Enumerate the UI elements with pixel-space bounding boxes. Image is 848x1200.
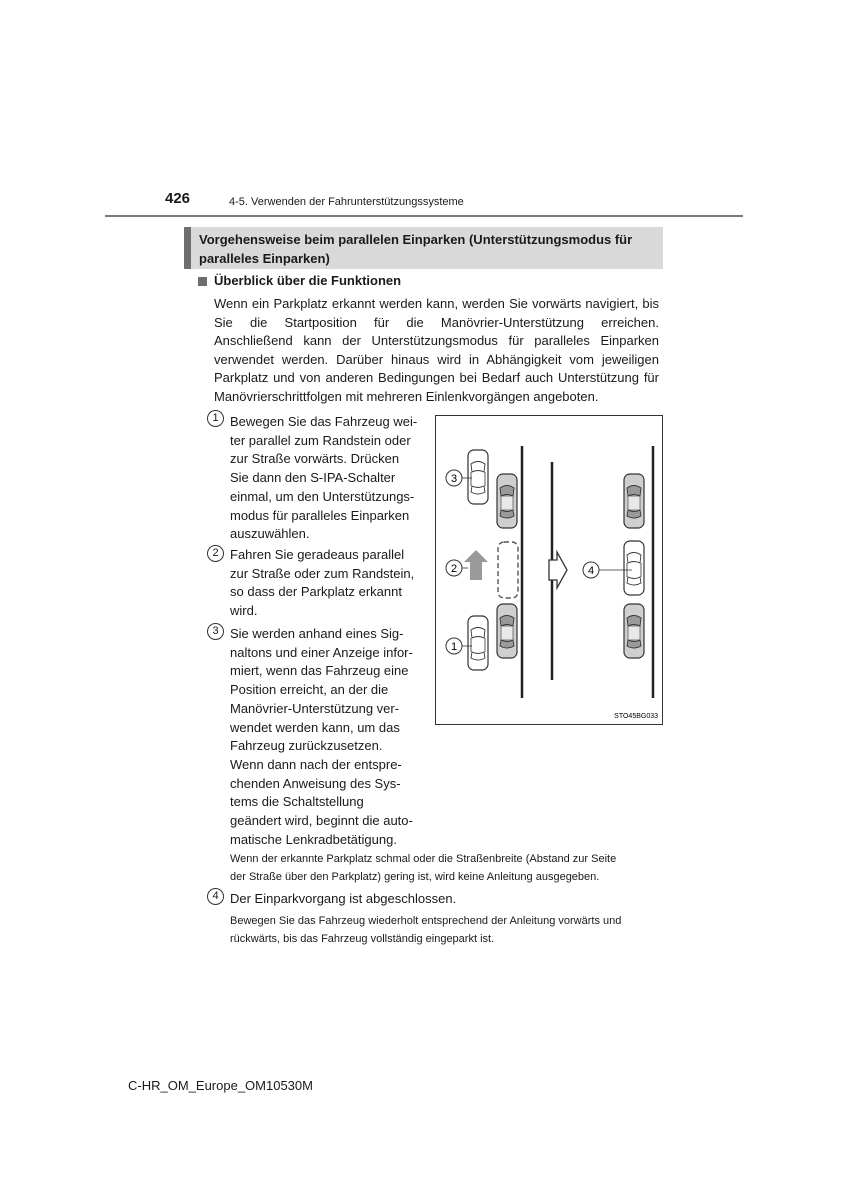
text-line: modus für paralleles Einparken (230, 507, 410, 523)
step-2-text (230, 546, 424, 621)
footer-doc-id: C-HR_OM_Europe_OM10530M (128, 1078, 313, 1093)
parked-car-completed (624, 541, 644, 595)
text-line: so dass der Parkplatz erkannt (230, 584, 402, 600)
step-1-number: 1 (207, 410, 224, 427)
step-4-text: Der Einparkvorgang ist abgeschlossen. (230, 891, 457, 906)
parking-illustration (435, 415, 663, 725)
svg-text:1: 1 (450, 641, 458, 653)
step-4-number: 4 (207, 888, 224, 905)
text-line: wendet werden kann, um das (230, 719, 400, 735)
chapter-title: 4-5. Verwenden der Fahrunterstützungssysteme (229, 196, 464, 208)
text-line: Fahrzeug zurückzusetzen. (230, 738, 383, 754)
section-heading-line-1: Vorgehensweise beim parallelen Einparken (Unterstützungsmodus für (199, 232, 633, 247)
text-line: Manövrier-Unterstützung ver- (230, 700, 400, 716)
parked-car (497, 474, 517, 528)
parked-car (497, 604, 517, 658)
text-line: tems die Schaltstellung (230, 794, 364, 810)
note-line: Wenn der erkannte Parkplatz schmal oder die Straßenbreite (Abstand zur Seite (230, 853, 617, 865)
text-line: Position erreicht, an der die (230, 682, 389, 698)
section-heading-line-2: paralleles Einparken) (199, 251, 330, 266)
text-line: miert, wenn das Fahrzeug eine (230, 663, 409, 679)
text-line: zur Straße oder zum Randstein, (230, 565, 415, 581)
callout-2 (446, 560, 468, 576)
text-line: matische Lenkradbetätigung. (230, 831, 397, 847)
parked-car (624, 474, 644, 528)
text-line: wird. (230, 603, 258, 619)
square-bullet-icon (198, 277, 207, 286)
text-line: einmal, um den Unterstützungs- (230, 488, 415, 504)
svg-text:4: 4 (587, 565, 595, 577)
section-heading (184, 227, 663, 269)
figure-code: STO45BG033 (614, 713, 658, 720)
text-line: Sie dann den S-IPA-Schalter (230, 470, 396, 486)
svg-text:3: 3 (450, 473, 458, 485)
overview-heading: Überblick über die Funktionen (214, 273, 402, 288)
text-line: geändert wird, beginnt die auto- (230, 813, 413, 829)
step-1-text (230, 413, 424, 544)
page-number: 426 (165, 190, 191, 207)
forward-arrow-icon (464, 550, 488, 580)
overview-paragraph: Wenn ein Parkplatz erkannt werden kann, werden Sie vorwärts navigiert, bis Sie die Startposition für die Manövrier-Unterstützung erreichen. Anschließend kann der Unterstützungsmodus für paralleles Einparken verwendet werden. Darüber hinaus wird in Abhängigkeit vom jeweiligen Parkplatz und von anderen Bedingungen bei Bedarf auch Unterstützung für Manövrierschrittfolgen mit mehreren Einlenkvorgängen angeboten. (214, 296, 659, 404)
svg-text:2: 2 (450, 563, 458, 575)
step-4-note (230, 913, 621, 948)
parked-car (624, 604, 644, 658)
text-line: ter parallel zum Randstein oder (230, 432, 411, 448)
moving-car-start (468, 450, 488, 504)
text-line: zur Straße vorwärts. Drücken (230, 451, 400, 467)
step-3-number: 3 (207, 623, 224, 640)
step-3-text (230, 625, 424, 849)
parking-space-dashed (498, 542, 518, 598)
text-line: Bewegen Sie das Fahrzeug wei- (230, 414, 418, 429)
text-line: Sie werden anhand eines Sig- (230, 626, 404, 641)
text-line: naltons und einer Anzeige infor- (230, 644, 413, 660)
step-2-number: 2 (207, 545, 224, 562)
text-line: Fahren Sie geradeaus parallel (230, 547, 405, 562)
note-line: Bewegen Sie das Fahrzeug wiederholt entsprechend der Anleitung vorwärts und (230, 915, 622, 927)
text-line: Wenn dann nach der entspre- (230, 756, 402, 772)
text-line: auszuwählen. (230, 526, 310, 542)
moving-car (468, 616, 488, 670)
parking-diagram (436, 416, 662, 724)
step-3-note (230, 851, 616, 886)
text-line: chenden Anweisung des Sys- (230, 775, 401, 791)
note-line: der Straße über den Parkplatz) gering ist, wird keine Anleitung ausgegeben. (230, 870, 600, 883)
header-divider (105, 215, 743, 217)
note-line: rückwärts, bis das Fahrzeug vollständig eingeparkt ist. (230, 932, 495, 945)
